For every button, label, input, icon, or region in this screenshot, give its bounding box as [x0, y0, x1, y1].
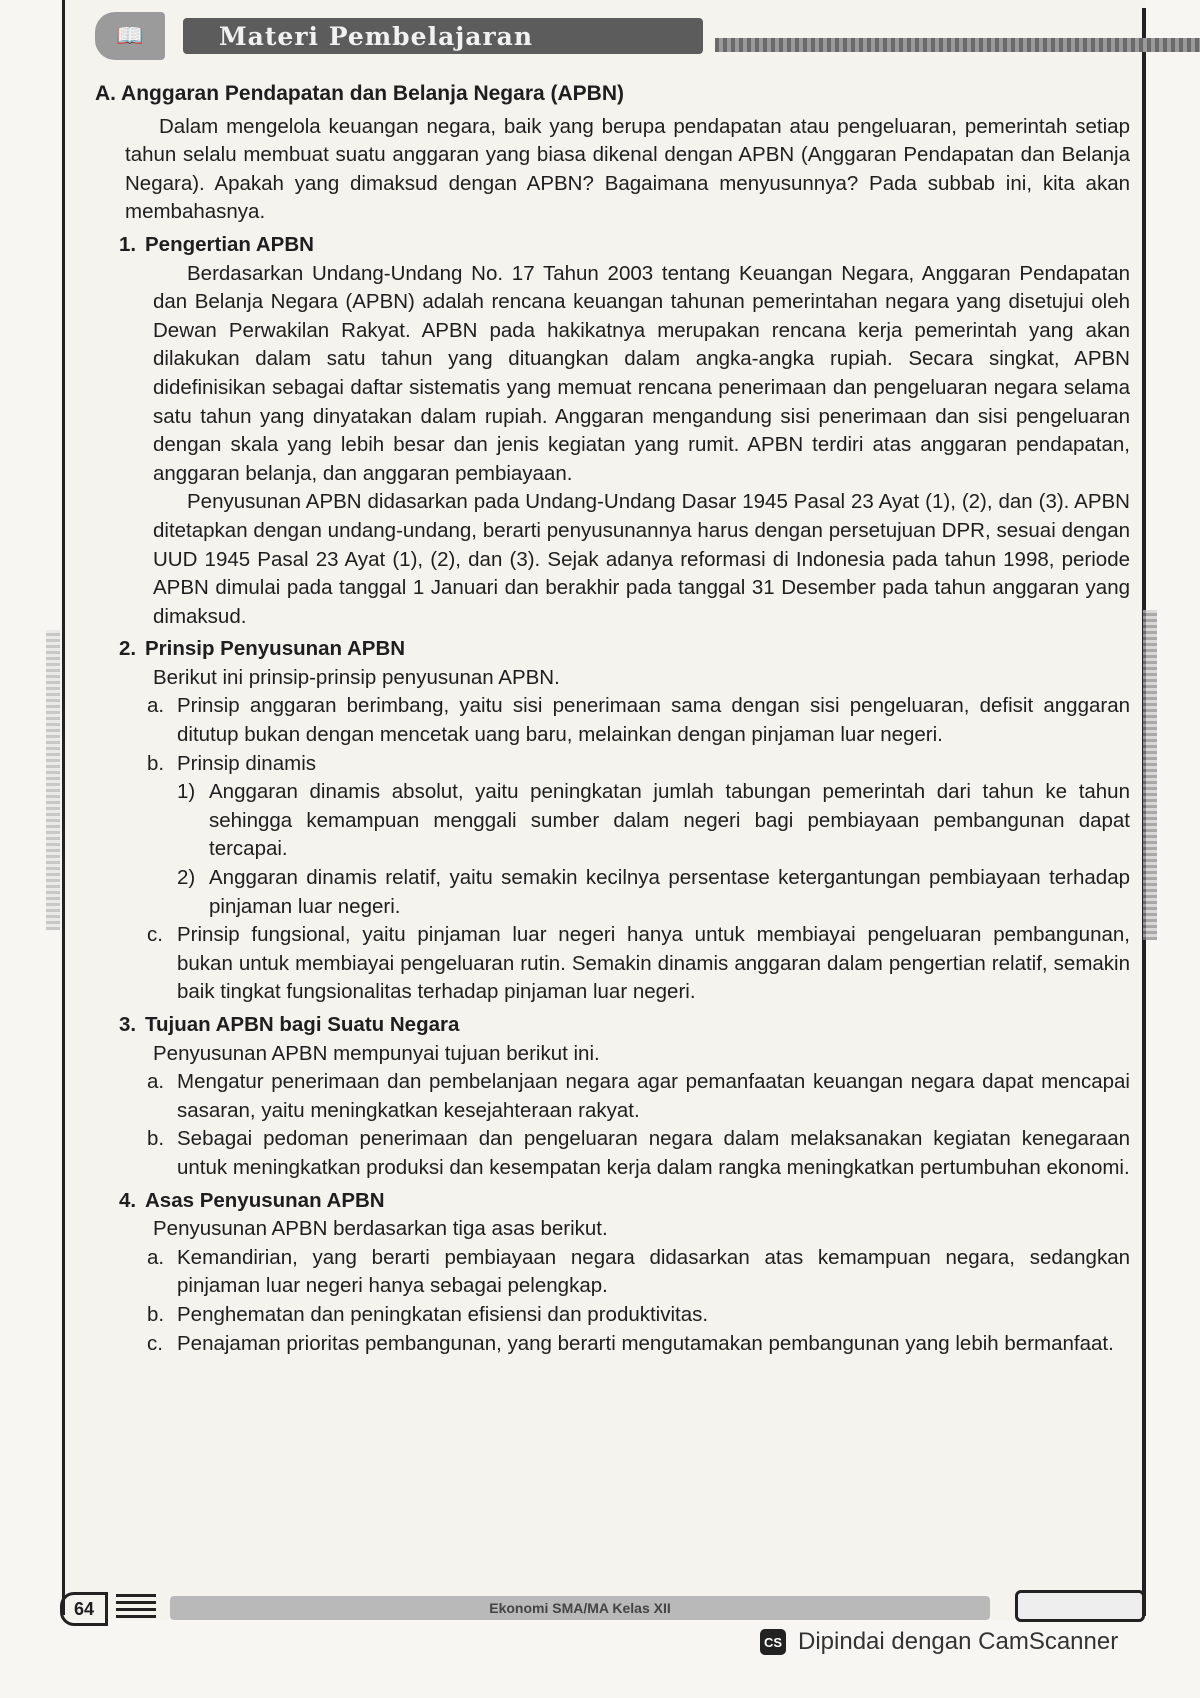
header-decorative-bar: [715, 38, 1200, 52]
footer-decorative-lines: [116, 1594, 156, 1618]
list-item: b. Sebagai pedoman penerimaan dan pengeluaran negara dalam melaksanakan kegiatan kenegaraan untuk meningkatkan produksi dan kesempatan kerja dalam rangka meningkatkan pertumbuhan ekonomi.: [147, 1127, 1130, 1179]
subsection-3-lead: Penyusunan APBN mempunyai tujuan berikut ini.: [153, 1041, 600, 1065]
camscanner-icon: CS: [760, 1629, 786, 1655]
page-number: 64: [60, 1592, 108, 1626]
scanner-text: Dipindai dengan CamScanner: [798, 1628, 1119, 1655]
scanner-watermark: [760, 1628, 1118, 1656]
left-margin-decoration: [46, 630, 60, 930]
header-title-box: [183, 18, 703, 54]
list-item: a. Kemandirian, yang berarti pembiayaan negara didasarkan atas kemampuan negara, sedangkan pinjaman luar negeri hanya sebagai pelengkap.: [147, 1245, 1130, 1298]
subsection-1-paragraph-2: Penyusunan APBN didasarkan pada Undang-Undang Dasar 1945 Pasal 23 Ayat (1), (2), dan (3). APBN ditetapkan dengan undang-undang, berarti penyusunannya harus dengan persetujuan DPR, sesuai dengan UUD 1945 Pasal 23 Ayat (1), (2), dan (3). Sejak adanya reformasi di Indonesia pada tahun 1998, periode APBN dimulai pada tanggal 1 Januari dan berakhir pada tanggal 31 Desember pada tahun anggaran yang dimaksud.: [153, 490, 1130, 628]
list-item: a. Mengatur penerimaan dan pembelanjaan negara agar pemanfaatan keuangan negara dapat mencapai sasaran, yaitu meningkatkan kesejahteraan rakyat.: [147, 1070, 1130, 1122]
subsection-4-lead: Penyusunan APBN berdasarkan tiga asas berikut.: [153, 1217, 608, 1241]
section-intro: Dalam mengelola keuangan negara, baik yang berupa pendapatan atau pengeluaran, pemerintah setiap tahun selalu membuat suatu anggaran yang biasa dikenal dengan APBN (Anggaran Pendapatan dan Belanja Negara). Apakah yang dimaksud dengan APBN? Bagaimana menyusunnya? Pada subbab ini, kita akan membahasnya.: [125, 114, 1130, 224]
footer-decorative-box: [1015, 1590, 1145, 1622]
footer-book-title: Ekonomi SMA/MA Kelas XII: [170, 1596, 990, 1620]
left-rule: [62, 0, 65, 1615]
subsection-1-paragraph-1: Berdasarkan Undang-Undang No. 17 Tahun 2003 tentang Keuangan Negara, Anggaran Pendapatan dan Belanja Negara (APBN) adalah rencana keuangan tahunan pemerintahan negara yang disetujui oleh Dewan Perwakilan Rakyat. APBN pada hakikatnya merupakan rencana kerja pemerintah yang akan dilakukan dalam satu tahun yang dituangkan dalam angka-angka rupiah. Secara singkat, APBN didefinisikan sebagai daftar sistematis yang memuat rencana penerimaan dan pengeluaran negara selama satu tahun yang dinyatakan dalam rupiah. Anggaran mengandung sisi penerimaan dan sisi pengeluaran dengan skala yang lebih besar dan jenis kegiatan yang rumit. APBN terdiri atas anggaran pendapatan, anggaran belanja, dan anggaran pembiayaan.: [153, 261, 1130, 485]
book-icon: 📖: [95, 12, 165, 60]
subsection-2-lead: Berikut ini prinsip-prinsip penyusunan APBN.: [153, 665, 560, 689]
list-item: 1) Anggaran dinamis absolut, yaitu peningkatan jumlah tabungan pemerintah dari tahun ke tahun sehingga kemampuan menggali sumber dalam negeri bagi pembiayaan pembangunan dapat tercapai.: [177, 780, 1130, 861]
list-item: b. Penghematan dan peningkatan efisiensi dan produktivitas.: [147, 1302, 709, 1326]
right-margin-decoration: [1143, 610, 1157, 940]
header-title: Materi Pembelajaran: [219, 21, 534, 51]
list-item: 2) Anggaran dinamis relatif, yaitu semakin kecilnya persentase ketergantungan pembiayaan terhadap pinjaman luar negeri.: [177, 866, 1130, 918]
page-footer: [60, 1590, 1150, 1624]
subsection-2-heading: 2. Prinsip Penyusunan APBN: [119, 637, 406, 661]
subsection-3-heading: 3. Tujuan APBN bagi Suatu Negara: [119, 1013, 460, 1036]
subsection-4-heading: 4. Asas Penyusunan APBN: [119, 1188, 385, 1212]
list-item: a. Prinsip anggaran berimbang, yaitu sisi penerimaan sama dengan sisi pengeluaran, defisit anggaran ditutup bukan dengan mencetak uang baru, melainkan dengan pinjaman luar negeri.: [147, 694, 1130, 747]
list-item: c. Prinsip fungsional, yaitu pinjaman luar negeri hanya untuk membiayai pengeluaran pembangunan, bukan untuk membiayai pengeluaran rutin. Semakin dinamis anggaran dalam pengertian relatif, semakin baik tingkat fungsionalitas terhadap pinjaman luar negeri.: [147, 923, 1130, 1004]
list-item: b. Prinsip dinamis: [147, 751, 316, 775]
main-content: [95, 80, 1130, 1358]
section-title: A. Anggaran Pendapatan dan Belanja Negara (APBN): [95, 82, 624, 105]
page-header: [95, 12, 1120, 62]
list-item: c. Penajaman prioritas pembangunan, yang berarti mengutamakan pembangunan yang lebih bermanfaat.: [147, 1331, 1114, 1355]
subsection-1-heading: 1. Pengertian APBN: [119, 232, 314, 256]
